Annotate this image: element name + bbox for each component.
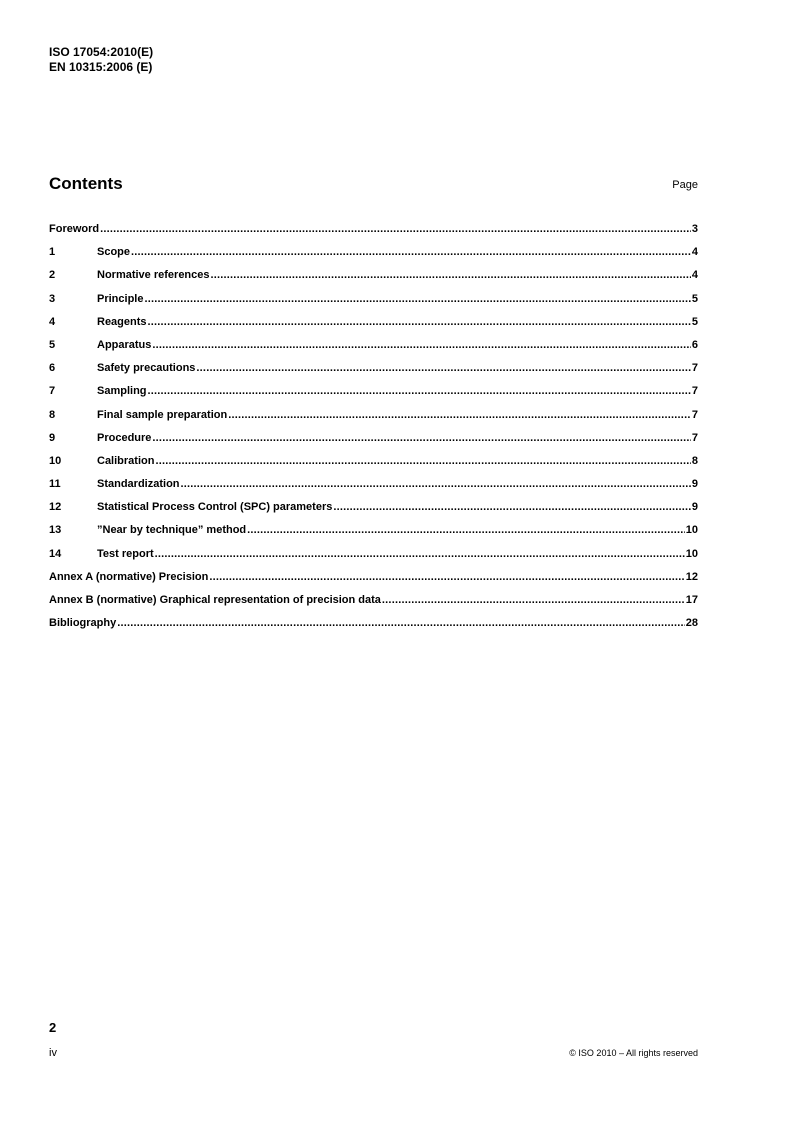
toc-entry[interactable] [49,384,698,407]
toc-entry-number: 9 [49,431,56,444]
toc-entry-number: 4 [49,315,56,328]
roman-page-number: iv [49,1047,57,1059]
en-standard-id: EN 10315:2006 (E) [49,60,153,74]
toc-dot-leader [196,361,690,375]
toc-entry-number: 5 [49,338,56,351]
toc-entry-title: Scope [97,246,131,259]
toc-entry[interactable] [49,570,698,593]
toc-entry-page: 10 [685,524,698,537]
toc-entry-number: 13 [49,524,62,537]
toc-entry-page: 6 [691,338,698,351]
toc-entry[interactable] [49,245,698,268]
toc-dot-leader [152,338,690,352]
table-of-contents [49,222,698,639]
toc-entry-title: Bibliography [49,617,117,630]
toc-dot-leader [117,616,685,630]
toc-dot-leader [144,292,690,306]
toc-dot-leader [247,523,685,537]
iso-standard-id: ISO 17054:2010(E) [49,45,154,59]
toc-entry[interactable] [49,616,698,639]
toc-dot-leader [148,315,691,329]
toc-entry-page: 12 [685,570,698,583]
toc-entry-number: 1 [49,246,56,259]
toc-dot-leader [333,500,691,514]
toc-dot-leader [228,408,691,422]
toc-entry[interactable] [49,523,698,546]
toc-entry[interactable] [49,477,698,500]
toc-entry[interactable] [49,431,698,454]
toc-entry-number: 14 [49,547,62,560]
toc-entry-page: 3 [691,223,698,235]
toc-entry-page: 10 [685,547,698,560]
toc-entry[interactable] [49,292,698,315]
toc-entry-page: 8 [691,454,698,467]
toc-entry-title: Procedure [97,431,152,444]
toc-entry-page: 4 [691,246,698,259]
toc-entry-number: 6 [49,362,56,375]
toc-entry[interactable] [49,454,698,477]
toc-entry-number: 3 [49,292,56,305]
toc-entry-page: 17 [685,594,698,606]
contents-heading: Contents [49,174,123,193]
toc-entry-page: 7 [691,431,698,444]
toc-dot-leader [148,384,691,398]
toc-entry[interactable] [49,361,698,384]
toc-entry-page: 7 [691,408,698,421]
toc-entry-title: Statistical Process Control (SPC) parameters [97,501,333,514]
toc-entry-page: 7 [691,385,698,398]
toc-entry[interactable] [49,408,698,431]
toc-entry-title: ”Near by technique” method [97,524,247,537]
toc-entry[interactable] [49,315,698,338]
toc-entry[interactable] [49,593,698,616]
toc-entry-title: Test report [97,547,154,560]
toc-entry-number: 8 [49,408,56,421]
toc-entry-number: 7 [49,385,56,398]
toc-entry-number: 12 [49,501,62,514]
toc-entry-title: Reagents [97,315,147,328]
toc-entry-number: 2 [49,269,56,282]
toc-entry[interactable] [49,500,698,523]
copyright-notice: © ISO 2010 – All rights reserved [569,1048,698,1058]
toc-entry-title: Normative references [97,269,210,282]
toc-entry-title: Annex B (normative) Graphical representation of precision data [49,594,381,606]
toc-entry[interactable] [49,547,698,570]
toc-dot-leader [131,245,691,259]
toc-entry-page: 4 [691,269,698,282]
page-column-label: Page [672,179,698,191]
toc-dot-leader [155,454,690,468]
toc-entry-page: 28 [685,617,698,630]
toc-dot-leader [181,477,691,491]
toc-entry[interactable] [49,338,698,361]
toc-entry[interactable] [49,222,698,245]
toc-entry-title: Final sample preparation [97,408,228,421]
toc-entry[interactable] [49,268,698,291]
toc-entry-page: 5 [691,292,698,305]
document-identifiers [49,45,153,75]
toc-entry-title: Foreword [49,223,100,235]
toc-entry-title: Standardization [97,478,180,491]
toc-dot-leader [152,431,690,445]
toc-entry-title: Calibration [97,454,155,467]
toc-entry-title: Safety precautions [97,362,196,375]
toc-entry-title: Annex A (normative) Precision [49,570,209,583]
toc-dot-leader [155,547,685,561]
printed-page-number: 2 [49,1020,57,1035]
toc-entry-title: Sampling [97,385,147,398]
toc-dot-leader [209,570,684,584]
toc-entry-number: 11 [49,478,61,491]
toc-dot-leader [382,593,685,607]
toc-entry-number: 10 [49,454,62,467]
toc-dot-leader [100,222,691,236]
toc-entry-page: 9 [691,501,698,514]
toc-entry-title: Principle [97,292,144,305]
toc-entry-page: 9 [691,478,698,491]
toc-entry-page: 7 [691,362,698,375]
toc-entry-page: 5 [691,315,698,328]
toc-entry-title: Apparatus [97,338,152,351]
toc-dot-leader [211,268,691,282]
